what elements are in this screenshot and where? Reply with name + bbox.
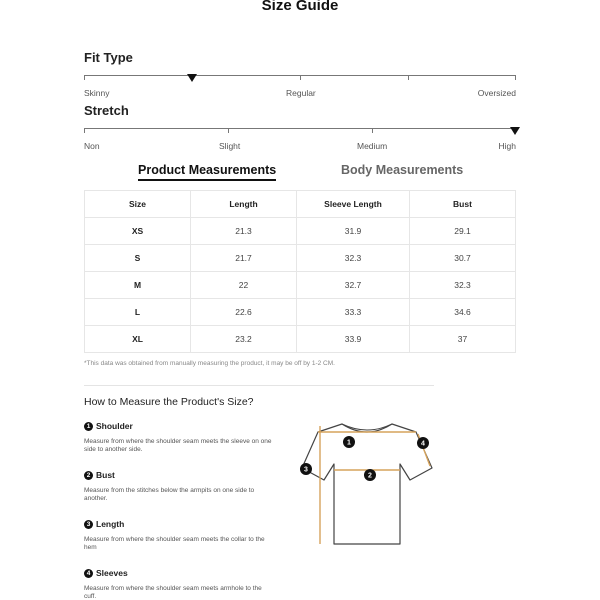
- fit-type-title: Fit Type: [84, 50, 133, 65]
- measure-item-desc: Measure from where the shoulder seam meets armhole to the cuff.: [84, 585, 262, 600]
- cell-bust: 34.6: [410, 299, 516, 326]
- table-header-row: [85, 191, 516, 218]
- stretch-marker-icon: [510, 127, 520, 135]
- fit-type-marker-icon: [187, 74, 197, 82]
- t-shirt-icon: [302, 424, 432, 544]
- header-bust: Bust: [410, 191, 516, 218]
- number-badge-icon: 4: [84, 569, 93, 578]
- cell-sleeve-length: 33.3: [297, 299, 410, 326]
- measure-item-desc: Measure from where the shoulder seam meets the collar to the hem: [84, 536, 265, 551]
- cell-bust: 37: [410, 326, 516, 353]
- cell-length: 22: [191, 272, 297, 299]
- measure-item-sleeves: [84, 568, 274, 600]
- marker-3-label: 3: [304, 466, 308, 474]
- measure-item-name: Length: [96, 519, 125, 529]
- fit-type-scale: [84, 75, 516, 76]
- table-row: [85, 245, 516, 272]
- header-length: Length: [191, 191, 297, 218]
- number-badge-icon: 1: [84, 422, 93, 431]
- fit-type-tick: [408, 75, 409, 80]
- fit-type-label-regular: Regular: [286, 88, 316, 98]
- measurement-note: *This data was obtained from manually measuring the product, it may be off by 1-2 CM.: [84, 360, 335, 367]
- marker-2-label: 2: [368, 472, 372, 480]
- cell-bust: 30.7: [410, 245, 516, 272]
- stretch-tick: [228, 128, 229, 133]
- cell-length: 22.6: [191, 299, 297, 326]
- tab-product-measurements[interactable]: Product Measurements: [138, 163, 276, 181]
- cell-sleeve-length: 33.9: [297, 326, 410, 353]
- stretch-label-non: Non: [84, 141, 100, 151]
- stretch-scale: [84, 128, 516, 129]
- header-size: Size: [85, 191, 191, 218]
- cell-sleeve-length: 32.7: [297, 272, 410, 299]
- t-shirt-diagram: [296, 418, 436, 550]
- stretch-label-slight: Slight: [219, 141, 241, 151]
- table-row: [85, 218, 516, 245]
- cell-size: S: [85, 245, 191, 272]
- measure-item-length: [84, 519, 274, 552]
- header-sleeve-length: Sleeve Length: [297, 191, 410, 218]
- cell-length: 23.2: [191, 326, 297, 353]
- tab-body-measurements[interactable]: Body Measurements: [341, 163, 464, 177]
- size-table: [84, 190, 516, 353]
- cell-length: 21.3: [191, 218, 297, 245]
- measure-item-bust: [84, 470, 274, 503]
- cell-sleeve-length: 31.9: [297, 218, 410, 245]
- marker-4-label: 4: [421, 440, 425, 448]
- measure-item-desc: Measure from where the shoulder seam meets the sleeve on one side to another side.: [84, 438, 272, 453]
- cell-size: XL: [85, 326, 191, 353]
- measure-item-name: Shoulder: [96, 421, 133, 431]
- cell-length: 21.7: [191, 245, 297, 272]
- how-to-measure-title: How to Measure the Product's Size?: [84, 396, 254, 408]
- measure-item-shoulder: [84, 421, 274, 454]
- table-row: [85, 326, 516, 353]
- stretch-title: Stretch: [84, 103, 129, 118]
- measure-item-name: Bust: [96, 470, 115, 480]
- fit-type-tick: [515, 75, 516, 80]
- fit-type-tick: [84, 75, 85, 80]
- fit-type-tick: [300, 75, 301, 80]
- table-row: [85, 272, 516, 299]
- measure-item-desc: Measure from the stitches below the armpits on one side to another.: [84, 487, 255, 502]
- stretch-label-high: High: [498, 141, 516, 151]
- fit-type-label-oversized: Oversized: [477, 88, 516, 98]
- section-divider: [84, 385, 434, 386]
- cell-size: XS: [85, 218, 191, 245]
- cell-size: M: [85, 272, 191, 299]
- marker-1-label: 1: [347, 439, 351, 447]
- stretch-label-medium: Medium: [357, 141, 388, 151]
- measure-item-name: Sleeves: [96, 568, 128, 578]
- fit-type-label-skinny: Skinny: [84, 88, 110, 98]
- cell-bust: 29.1: [410, 218, 516, 245]
- stretch-tick: [372, 128, 373, 133]
- number-badge-icon: 2: [84, 471, 93, 480]
- page-title: Size Guide: [261, 0, 339, 14]
- number-badge-icon: 3: [84, 520, 93, 529]
- table-row: [85, 299, 516, 326]
- stretch-tick: [84, 128, 85, 133]
- cell-bust: 32.3: [410, 272, 516, 299]
- cell-size: L: [85, 299, 191, 326]
- cell-sleeve-length: 32.3: [297, 245, 410, 272]
